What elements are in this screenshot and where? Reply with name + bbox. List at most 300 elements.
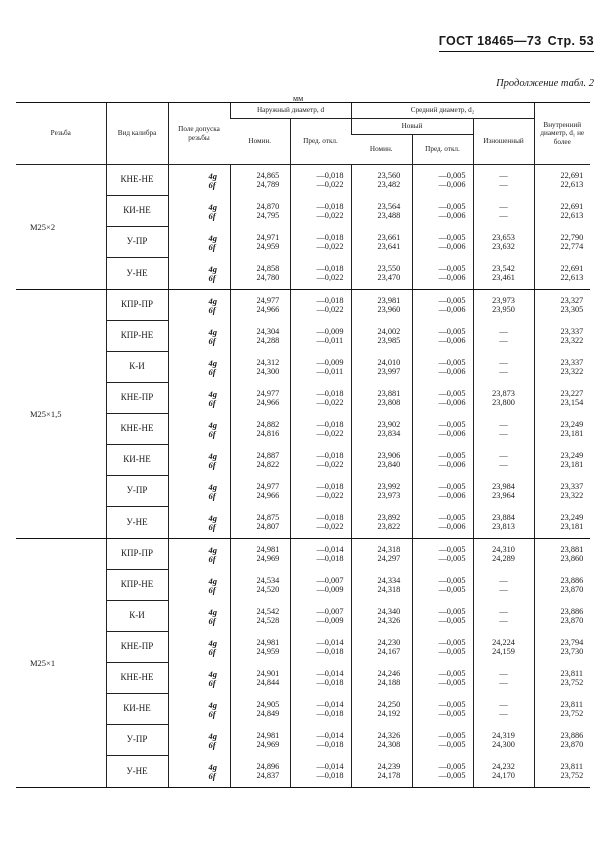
pitch-worn-values [474,290,534,321]
inner-diameter-cell [534,165,590,290]
pitch-new-nominal-value: 23,881 [377,388,401,398]
outer-nominal-values [231,539,290,570]
inner-diameter-value: 23,249 [560,419,584,429]
tolerance-field-value: 4g [208,761,217,772]
tolerance-field-values [169,476,230,507]
thread-group-row [16,539,590,788]
tolerance-field-value: 6f [208,490,216,501]
pitch-worn-value: — [499,708,508,718]
outer-nominal-value: 24,981 [256,730,280,740]
outer-deviation-cell [290,539,351,788]
pitch-worn-value: 24,319 [492,730,515,740]
outer-nominal-value: 24,882 [256,419,280,429]
inner-diameter-values [535,383,591,414]
outer-nominal-values [231,414,290,445]
outer-deviation-value: —0,022 [316,521,344,531]
pitch-new-deviation-value: —0,005 [438,388,466,398]
tolerance-field-values [169,196,230,227]
inner-diameter-values [535,414,591,445]
pitch-new-deviation-value: —0,006 [438,490,466,500]
inner-diameter-value: 22,691 [560,201,584,211]
outer-deviation-cell [290,165,351,290]
outer-nominal-values [231,227,290,258]
outer-nominal-value: 24,981 [256,544,280,554]
inner-diameter-values [535,165,591,196]
outer-nominal-value: 24,981 [256,637,280,647]
outer-deviation-value: —0,018 [316,450,344,460]
pitch-new-deviation-value: —0,005 [438,357,466,367]
pitch-worn-value: 24,300 [492,739,515,749]
gauge-type: У-НЕ [126,765,148,776]
pitch-worn-value: — [499,366,508,376]
pitch-new-nominal-value: 24,010 [377,357,401,367]
outer-nominal-value: 24,816 [256,428,280,438]
pitch-new-deviation-values [413,165,473,196]
tolerance-field-value: 6f [208,335,216,346]
gauge-type: КПР-ПР [107,290,168,321]
pitch-worn-value: 24,232 [492,761,515,771]
pitch-new-nominal-value: 23,550 [377,263,401,273]
outer-nominal-value: 24,959 [256,646,280,656]
outer-deviation-values [291,663,351,694]
outer-deviation-value: —0,022 [316,428,344,438]
outer-nominal-values [231,725,290,756]
outer-nominal-value: 24,966 [256,397,280,407]
outer-nominal-value: 24,905 [256,699,280,709]
outer-deviation-value: —0,022 [316,490,344,500]
outer-deviation-values [291,507,351,538]
pitch-new-deviation-value: —0,005 [438,646,466,656]
pitch-worn-value: 23,800 [492,397,515,407]
pitch-new-deviation-value: —0,005 [438,481,466,491]
gauge-type-cell [106,539,168,788]
outer-nominal-value: 24,969 [256,739,280,749]
tolerance-field-value: 6f [208,770,216,781]
pitch-new-deviation-values [413,445,473,476]
inner-diameter-value: 23,337 [560,357,584,367]
outer-nominal-value: 24,959 [256,241,280,251]
pitch-new-nominal-value: 23,892 [377,512,401,522]
pitch-worn-value: 23,873 [492,388,515,398]
gauge-type: К-И [107,352,168,383]
pitch-new-nominal-value: 23,834 [377,428,401,438]
inner-diameter-values [535,570,591,601]
pitch-new-nominal-value: 24,002 [377,326,401,336]
pitch-new-nominal-value: 24,192 [377,708,401,718]
pitch-new-deviation-value: —0,005 [438,677,466,687]
outer-nominal-values [231,445,290,476]
outer-deviation-value: —0,018 [316,170,344,180]
pitch-new-nominal-value: 24,250 [377,699,401,709]
thread-group-row [16,290,590,539]
pitch-new-deviation-value: —0,005 [438,637,466,647]
pitch-new-deviation-value: —0,005 [438,512,466,522]
pitch-new-deviation-value: —0,005 [438,730,466,740]
pitch-new-deviation-value: —0,005 [438,326,466,336]
pitch-new-deviation-values [413,507,473,538]
inner-diameter-value: 23,327 [560,295,584,305]
pitch-new-nominal-value: 23,808 [377,397,401,407]
tolerance-field-values [169,539,230,570]
col-pitch-new: Новый [351,119,473,135]
pitch-worn-values [474,725,534,756]
tolerance-field-values [169,290,230,321]
pitch-new-nominal-cell [351,539,412,788]
pitch-worn-cell [473,290,534,539]
tolerance-field-cell [168,290,230,539]
inner-diameter-value: 23,730 [560,646,584,656]
inner-diameter-value: 23,752 [560,770,584,780]
outer-deviation-value: —0,018 [316,512,344,522]
outer-nominal-value: 24,858 [256,263,280,273]
pitch-new-deviation-values [413,414,473,445]
tolerance-field-value: 6f [208,304,216,315]
pitch-new-nominal-value: 23,981 [377,295,401,305]
pitch-new-nominal-values [352,165,412,196]
pitch-worn-value: — [499,170,508,180]
tolerance-field-value: 4g [208,201,217,212]
standard-label: ГОСТ 18465—73 [438,34,542,48]
tolerance-field-value: 4g [208,450,217,461]
pitch-worn-value: — [499,584,508,594]
gauge-type: КПР-НЕ [107,570,168,601]
outer-nominal-value: 24,300 [256,366,280,376]
pitch-new-nominal-value: 23,906 [377,450,401,460]
outer-deviation-value: —0,018 [316,553,344,563]
outer-deviation-values [291,445,351,476]
inner-diameter-values [535,756,591,787]
outer-deviation-value: —0,018 [316,263,344,273]
outer-nominal-value: 24,807 [256,521,280,531]
tolerance-field-value: 6f [208,708,216,719]
tolerance-field-values [169,507,230,538]
pitch-worn-value: 24,289 [492,553,515,563]
inner-diameter-value: 23,870 [560,739,584,749]
col-thread: Резьба [16,103,106,165]
inner-diameter-value: 22,691 [560,170,584,180]
outer-deviation-values [291,352,351,383]
pitch-new-deviation-value: —0,005 [438,668,466,678]
outer-deviation-values [291,756,351,787]
tolerance-field-values [169,227,230,258]
pitch-worn-value: 24,224 [492,637,515,647]
tolerance-field-values [169,352,230,383]
outer-nominal-value: 24,528 [256,615,280,625]
col-outer-nominal: Номин. [230,119,290,165]
tolerance-field-value: 6f [208,272,216,283]
pitch-new-nominal-values [352,756,412,787]
pitch-new-nominal-value: 24,178 [377,770,401,780]
outer-nominal-value: 24,966 [256,304,280,314]
outer-deviation-values [291,476,351,507]
pitch-new-deviation-cell [412,165,473,290]
gauge-type: У-ПР [107,476,168,507]
inner-diameter-value: 23,322 [560,335,584,345]
gauge-type: У-ПР [107,725,168,756]
outer-nominal-value: 24,542 [256,606,280,616]
outer-deviation-value: —0,014 [316,730,344,740]
pitch-new-deviation-value: —0,005 [438,575,466,585]
tolerance-field-value: 4g [208,295,217,306]
outer-deviation-value: —0,022 [316,397,344,407]
pitch-worn-value: — [499,699,508,709]
outer-nominal-value: 24,875 [256,512,280,522]
outer-nominal-value: 24,977 [256,295,280,305]
outer-nominal-values [231,290,290,321]
table-continuation-caption: Продолжение табл. 2 [496,78,594,89]
pitch-new-deviation-cell [412,290,473,539]
pitch-worn-values [474,258,534,289]
standard-number [439,34,594,52]
gauge-type: КПР-ПР [107,539,168,570]
pitch-worn-value: — [499,668,508,678]
outer-nominal-values [231,352,290,383]
pitch-new-deviation-values [413,383,473,414]
gauge-type: КИ-НЕ [107,196,168,227]
pitch-new-nominal-values [352,725,412,756]
tolerance-field-values [169,383,230,414]
gauge-type: КНЕ-ПР [107,383,168,414]
pitch-new-deviation-values [413,601,473,632]
tolerance-field-values [169,756,230,787]
tolerance-field-value: 6f [208,428,216,439]
pitch-new-deviation-value: —0,005 [438,450,466,460]
outer-deviation-value: —0,014 [316,699,344,709]
tolerance-field-values [169,445,230,476]
inner-diameter-values [535,352,591,383]
tolerance-field-value: 4g [208,170,217,181]
pitch-worn-value: 24,310 [492,544,515,554]
pitch-worn-values [474,196,534,227]
outer-deviation-value: —0,007 [316,575,344,585]
pitch-new-deviation-values [413,290,473,321]
pitch-new-nominal-value: 23,470 [377,272,401,282]
pitch-worn-value: 23,973 [492,295,515,305]
pitch-worn-value: — [499,357,508,367]
pitch-worn-value: 23,632 [492,241,515,251]
pitch-new-nominal-value: 23,992 [377,481,401,491]
outer-deviation-value: —0,018 [316,232,344,242]
inner-diameter-value: 23,811 [560,668,584,678]
pitch-new-nominal-value: 23,973 [377,490,401,500]
outer-nominal-value: 24,896 [256,761,280,771]
pitch-new-deviation-value: —0,006 [438,428,466,438]
pitch-worn-value: — [499,575,508,585]
pitch-new-deviation-value: —0,006 [438,366,466,376]
pitch-worn-values [474,476,534,507]
tolerance-field-value: 6f [208,739,216,750]
outer-deviation-value: —0,009 [316,584,344,594]
pitch-new-nominal-value: 24,167 [377,646,401,656]
pitch-new-deviation-value: —0,005 [438,606,466,616]
outer-nominal-value: 24,520 [256,584,280,594]
col-tolerance-field: Поле допуска резьбы [168,103,230,165]
tolerance-field-values [169,165,230,196]
inner-diameter-cell [534,539,590,788]
outer-nominal-value: 24,780 [256,272,280,282]
inner-diameter-value: 22,613 [560,272,584,282]
pitch-worn-value: — [499,428,508,438]
tolerance-field-value: 6f [208,366,216,377]
outer-deviation-value: —0,018 [316,481,344,491]
pitch-new-deviation-value: —0,005 [438,170,466,180]
pitch-worn-value: — [499,615,508,625]
inner-diameter-value: 23,860 [560,553,584,563]
pitch-new-deviation-value: —0,006 [438,335,466,345]
inner-diameter-values [535,290,591,321]
outer-deviation-values [291,632,351,663]
outer-nominal-value: 24,288 [256,335,280,345]
outer-deviation-values [291,570,351,601]
outer-nominal-value: 24,795 [256,210,280,220]
pitch-new-deviation-value: —0,006 [438,459,466,469]
inner-diameter-value: 22,613 [560,210,584,220]
outer-nominal-values [231,663,290,694]
inner-diameter-value: 23,886 [560,606,584,616]
outer-deviation-values [291,725,351,756]
inner-diameter-values [535,321,591,352]
pitch-worn-values [474,445,534,476]
tolerance-field-value: 4g [208,232,217,243]
outer-nominal-value: 24,822 [256,459,280,469]
inner-diameter-values [535,663,591,694]
inner-diameter-value: 23,181 [560,428,584,438]
inner-diameter-value: 23,881 [560,544,584,554]
pitch-new-nominal-values [352,570,412,601]
gauge-type: КНЕ-НЕ [107,663,168,694]
col-gauge-type: Вид калибра [106,103,168,165]
col-pitch-new-deviation: Пред. откл. [412,135,473,165]
gauge-type: КИ-НЕ [107,445,168,476]
thread-gauge-table [16,102,590,788]
inner-diameter-cell [534,290,590,539]
inner-diameter-values [535,632,591,663]
pitch-new-nominal-cell [351,290,412,539]
outer-deviation-value: —0,022 [316,304,344,314]
inner-diameter-values [535,694,591,725]
outer-deviation-values [291,694,351,725]
tolerance-field-value: 4g [208,544,217,555]
pitch-new-nominal-values [352,383,412,414]
page-number: Стр. 53 [547,34,594,48]
col-pitch-diameter: Средний диаметр, d₂ [351,103,534,119]
tolerance-field-values [169,258,230,289]
outer-deviation-value: —0,009 [316,357,344,367]
outer-deviation-value: —0,022 [316,272,344,282]
pitch-new-nominal-value: 24,297 [377,553,401,563]
pitch-new-deviation-value: —0,005 [438,770,466,780]
outer-nominal-value: 24,844 [256,677,280,687]
outer-deviation-value: —0,022 [316,241,344,251]
pitch-new-nominal-value: 23,985 [377,335,401,345]
outer-deviation-value: —0,022 [316,179,344,189]
tolerance-field-value: 6f [208,459,216,470]
pitch-new-nominal-value: 24,188 [377,677,401,687]
pitch-new-nominal-value: 23,997 [377,366,401,376]
outer-deviation-value: —0,011 [316,335,344,345]
inner-diameter-value: 23,811 [560,699,584,709]
pitch-new-nominal-values [352,290,412,321]
pitch-new-nominal-value: 24,239 [377,761,401,771]
tolerance-field-value: 4g [208,730,217,741]
page-header [439,32,594,52]
outer-deviation-values [291,414,351,445]
col-pitch-worn: Изношенный [473,119,534,165]
gauge-type: У-НЕ [126,267,148,278]
outer-nominal-values [231,165,290,196]
pitch-new-deviation-value: —0,005 [438,761,466,771]
pitch-new-deviation-values [413,321,473,352]
inner-diameter-value: 23,249 [560,512,584,522]
outer-nominal-values [231,383,290,414]
outer-deviation-value: —0,018 [316,739,344,749]
inner-diameter-values [535,507,591,538]
tolerance-field-values [169,601,230,632]
pitch-new-nominal-value: 24,308 [377,739,401,749]
pitch-new-deviation-value: —0,005 [438,584,466,594]
pitch-new-nominal-values [352,601,412,632]
col-outer-deviation: Пред. откл. [290,119,351,165]
outer-nominal-values [231,570,290,601]
pitch-new-deviation-value: —0,006 [438,179,466,189]
pitch-new-deviation-values [413,352,473,383]
tolerance-field-value: 6f [208,397,216,408]
outer-nominal-cell [230,539,290,788]
tolerance-field-value: 4g [208,668,217,679]
inner-diameter-value: 23,227 [560,388,584,398]
pitch-worn-values [474,601,534,632]
tolerance-field-value: 4g [208,388,217,399]
pitch-new-nominal-value: 24,318 [377,584,401,594]
outer-nominal-value: 24,971 [256,232,280,242]
outer-nominal-value: 24,870 [256,201,280,211]
inner-diameter-values [535,725,591,756]
pitch-new-deviation-value: —0,006 [438,241,466,251]
inner-diameter-value: 23,886 [560,730,584,740]
tolerance-field-value: 6f [208,584,216,595]
pitch-worn-value: — [499,419,508,429]
outer-deviation-value: —0,011 [316,366,344,376]
outer-deviation-value: —0,018 [316,708,344,718]
pitch-new-deviation-value: —0,005 [438,232,466,242]
pitch-new-nominal-value: 23,560 [377,170,401,180]
pitch-new-deviation-values [413,258,473,289]
pitch-new-nominal-values [352,445,412,476]
inner-diameter-value: 23,870 [560,584,584,594]
pitch-worn-value: 24,170 [492,770,515,780]
pitch-worn-values [474,539,534,570]
pitch-worn-value: — [499,450,508,460]
outer-nominal-values [231,476,290,507]
pitch-worn-value: — [499,210,508,220]
inner-diameter-value: 23,886 [560,575,584,585]
gauge-type: К-И [107,601,168,632]
pitch-new-deviation-value: —0,006 [438,272,466,282]
outer-nominal-cell [230,290,290,539]
pitch-new-nominal-value: 23,661 [377,232,401,242]
pitch-new-deviation-values [413,725,473,756]
tolerance-field-value: 4g [208,512,217,523]
tolerance-field-value: 6f [208,179,216,190]
pitch-worn-values [474,321,534,352]
pitch-worn-value: 23,884 [492,512,515,522]
outer-deviation-value: —0,014 [316,761,344,771]
pitch-worn-value: 23,984 [492,481,515,491]
outer-deviation-value: —0,022 [316,210,344,220]
outer-nominal-value: 24,534 [256,575,280,585]
outer-deviation-value: —0,018 [316,419,344,429]
outer-nominal-values [231,321,290,352]
